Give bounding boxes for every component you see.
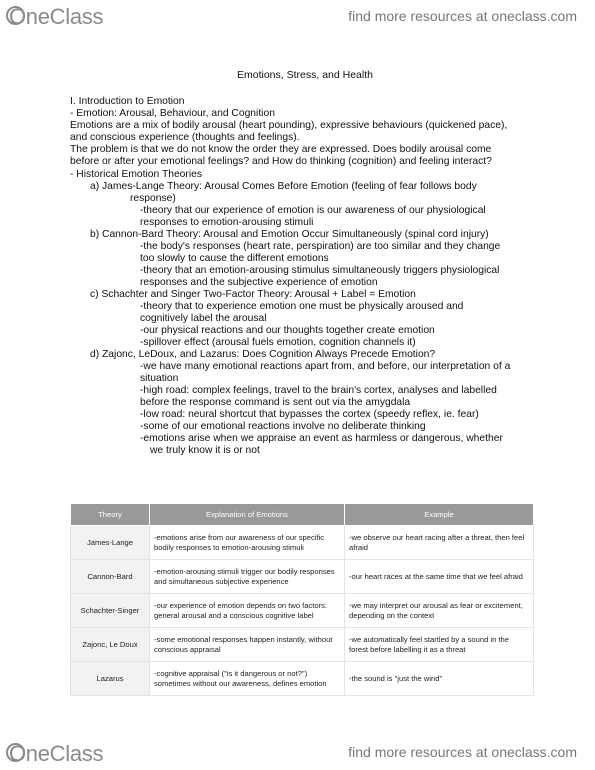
header-tagline-link[interactable]: find more resources at oneclass.com	[348, 8, 577, 24]
document-line: responses to emotion-arousing stimuli	[140, 217, 314, 228]
table-row	[71, 560, 534, 594]
document-line: responses and the subjective experience of emotion	[140, 277, 378, 288]
example-cell: -we may interpret our arousal as fear or excitement, depending on the context	[345, 594, 534, 628]
document-line: b) Cannon-Bard Theory: Arousal and Emotion Occur Simultaneously (spinal cord injury)	[90, 229, 489, 240]
example-cell: -we observe our heart racing after a threat, then feel afraid	[345, 526, 534, 560]
theory-cell: Zajonc, Le Doux	[71, 628, 150, 662]
document-line: a) James-Lange Theory: Arousal Comes Before Emotion (feeling of fear follows body	[90, 181, 477, 192]
theories-table	[70, 503, 534, 696]
table-row	[71, 594, 534, 628]
document-line: - Historical Emotion Theories	[70, 169, 202, 180]
explanation-cell: -our experience of emotion depends on two factors: general arousal and a conscious cognitive label	[150, 594, 345, 628]
document-line: and conscious experience (thoughts and feelings).	[70, 132, 300, 143]
document-line: -low road: neural shortcut that bypasses the cortex (speedy reflex, ie. fear)	[140, 409, 479, 420]
table-row	[71, 526, 534, 560]
document-line: -we have many emotional reactions apart from, and before, our interpretation of a	[140, 361, 511, 372]
document-line: -emotions arise when we appraise an event as harmless or dangerous, whether	[140, 433, 503, 444]
example-cell: -our heart races at the same time that we feel afraid	[345, 560, 534, 594]
document-line: The problem is that we do not know the order they are expressed. Does bodily arousal come	[70, 144, 492, 155]
document-line: cognitively label the arousal	[140, 313, 267, 324]
document-line: I. Introduction to Emotion	[70, 96, 185, 107]
document-line: - Emotion: Arousal, Behaviour, and Cognition	[70, 108, 275, 119]
oneclass-logo[interactable]	[6, 741, 103, 767]
document-line: -theory that our experience of emotion is our awareness of our physiological	[140, 205, 486, 216]
table-header-explanation: Explanation of Emotions	[150, 504, 345, 526]
document-line: -theory that an emotion-arousing stimulus simultaneously triggers physiological	[140, 265, 500, 276]
document-line: -some of our emotional reactions involve no deliberate thinking	[140, 421, 426, 432]
table-row	[71, 628, 534, 662]
document-title: Emotions, Stress, and Health	[237, 69, 373, 81]
explanation-cell: -emotions arise from our awareness of our specific bodily responses to emotion-arousing stimuli	[150, 526, 345, 560]
explanation-cell: -emotion-arousing stimuli trigger our bodily responses and simultaneous subjective experience	[150, 560, 345, 594]
document-line: -the body's responses (heart rate, perspiration) are too similar and they change	[140, 241, 501, 252]
document-line: before the response command is sent out via the amygdala	[140, 397, 411, 408]
footer-tagline-link[interactable]: find more resources at oneclass.com	[348, 744, 577, 760]
table-header-example: Example	[345, 504, 534, 526]
theory-cell: James-Lange	[71, 526, 150, 560]
document-line: too slowly to cause the different emotions	[140, 253, 329, 264]
example-cell: -we automatically feel startled by a sound in the forest before labelling it as a threat	[345, 628, 534, 662]
document-line: -our physical reactions and our thoughts together create emotion	[140, 325, 435, 336]
theory-cell: Schachter-Singer	[71, 594, 150, 628]
document-line: response)	[130, 193, 176, 204]
header-bar	[0, 0, 595, 34]
theory-cell: Cannon-Bard	[71, 560, 150, 594]
document-line: -theory that to experience emotion one must be physically aroused and	[140, 301, 464, 312]
document-line: d) Zajonc, LeDoux, and Lazarus: Does Cognition Always Precede Emotion?	[90, 349, 436, 360]
logo-text: OneClass	[9, 741, 104, 766]
example-cell: -the sound is "just the wind"	[345, 662, 534, 696]
table-row	[71, 662, 534, 696]
document-line: Emotions are a mix of bodily arousal (heart pounding), expressive behaviours (quickened pace),	[70, 120, 508, 131]
document-line: situation	[140, 373, 179, 384]
document-line: c) Schachter and Singer Two-Factor Theory: Arousal + Label = Emotion	[90, 289, 416, 300]
document-line: we truly know it is or not	[150, 445, 260, 456]
footer-bar	[0, 733, 595, 770]
document-line: -spillover effect (arousal fuels emotion, cognition channels it)	[140, 337, 416, 348]
logo-text: OneClass	[9, 4, 104, 29]
table-header-theory: Theory	[71, 504, 150, 526]
explanation-cell: -some emotional responses happen instantly, without conscious appraisal	[150, 628, 345, 662]
explanation-cell: -cognitive appraisal ("is it dangerous or not?") sometimes without our awareness, defines emotion	[150, 662, 345, 696]
theory-cell: Lazarus	[71, 662, 150, 696]
document-line: before or after your emotional feelings? and How do thinking (cognition) and feeling interact?	[70, 156, 492, 167]
document-line: -high road: complex feelings, travel to the brain's cortex, analyses and labelled	[140, 385, 497, 396]
table-header-row	[71, 504, 534, 526]
oneclass-logo[interactable]	[6, 4, 103, 30]
